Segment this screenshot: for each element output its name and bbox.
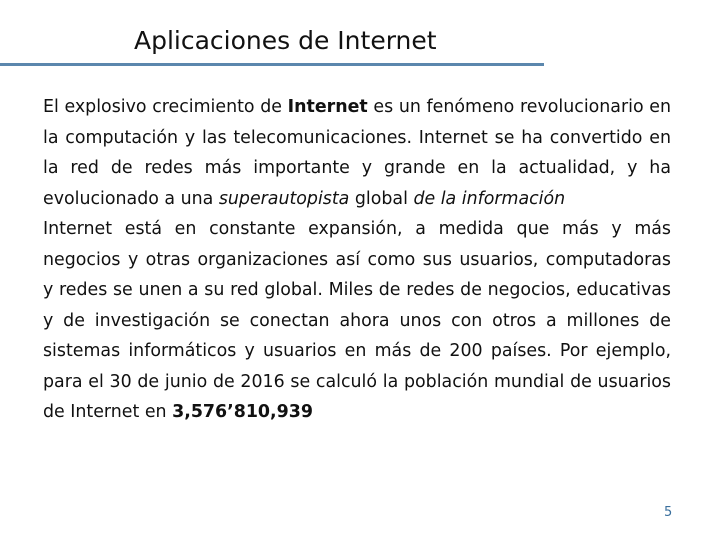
paragraph-2: [43, 214, 671, 428]
paragraph-1-italic-superautopista: superautopista: [218, 188, 350, 209]
page-number: 5: [664, 505, 673, 520]
slide-body: [43, 92, 671, 428]
paragraph-1-text-2: es un fenómeno revolucionario en la computación y las telecomunicaciones. Internet se ha convertido en la red de redes más importante y grande en la actualidad, y ha evolucionado a una: [43, 97, 671, 209]
paragraph-1-text-1: El explosivo crecimiento de: [43, 97, 288, 117]
paragraph-2-text-1: Internet está en constante expansión, a medida que más y más negocios y otras organizaciones así como sus usuarios, computadoras y redes se unen a su red global. Miles de redes de negocios, educativas y de investigación se conectan ahora unos con otros a millones de sistemas informáticos y usuarios en más de 200 países. Por ejemplo, para el 30 de junio de 2016 se calculó la población mundial de usuarios de Internet en: [43, 219, 671, 422]
paragraph-1: [43, 92, 671, 214]
paragraph-1-bold-internet: Internet: [287, 97, 368, 117]
paragraph-1-text-3: global: [349, 188, 414, 209]
title-underline: [0, 63, 544, 66]
paragraph-1-italic-informacion: de la información: [413, 188, 566, 209]
paragraph-2-bold-user-count: 3,576’810,939: [172, 402, 313, 422]
slide-title: Aplicaciones de Internet: [134, 26, 437, 55]
